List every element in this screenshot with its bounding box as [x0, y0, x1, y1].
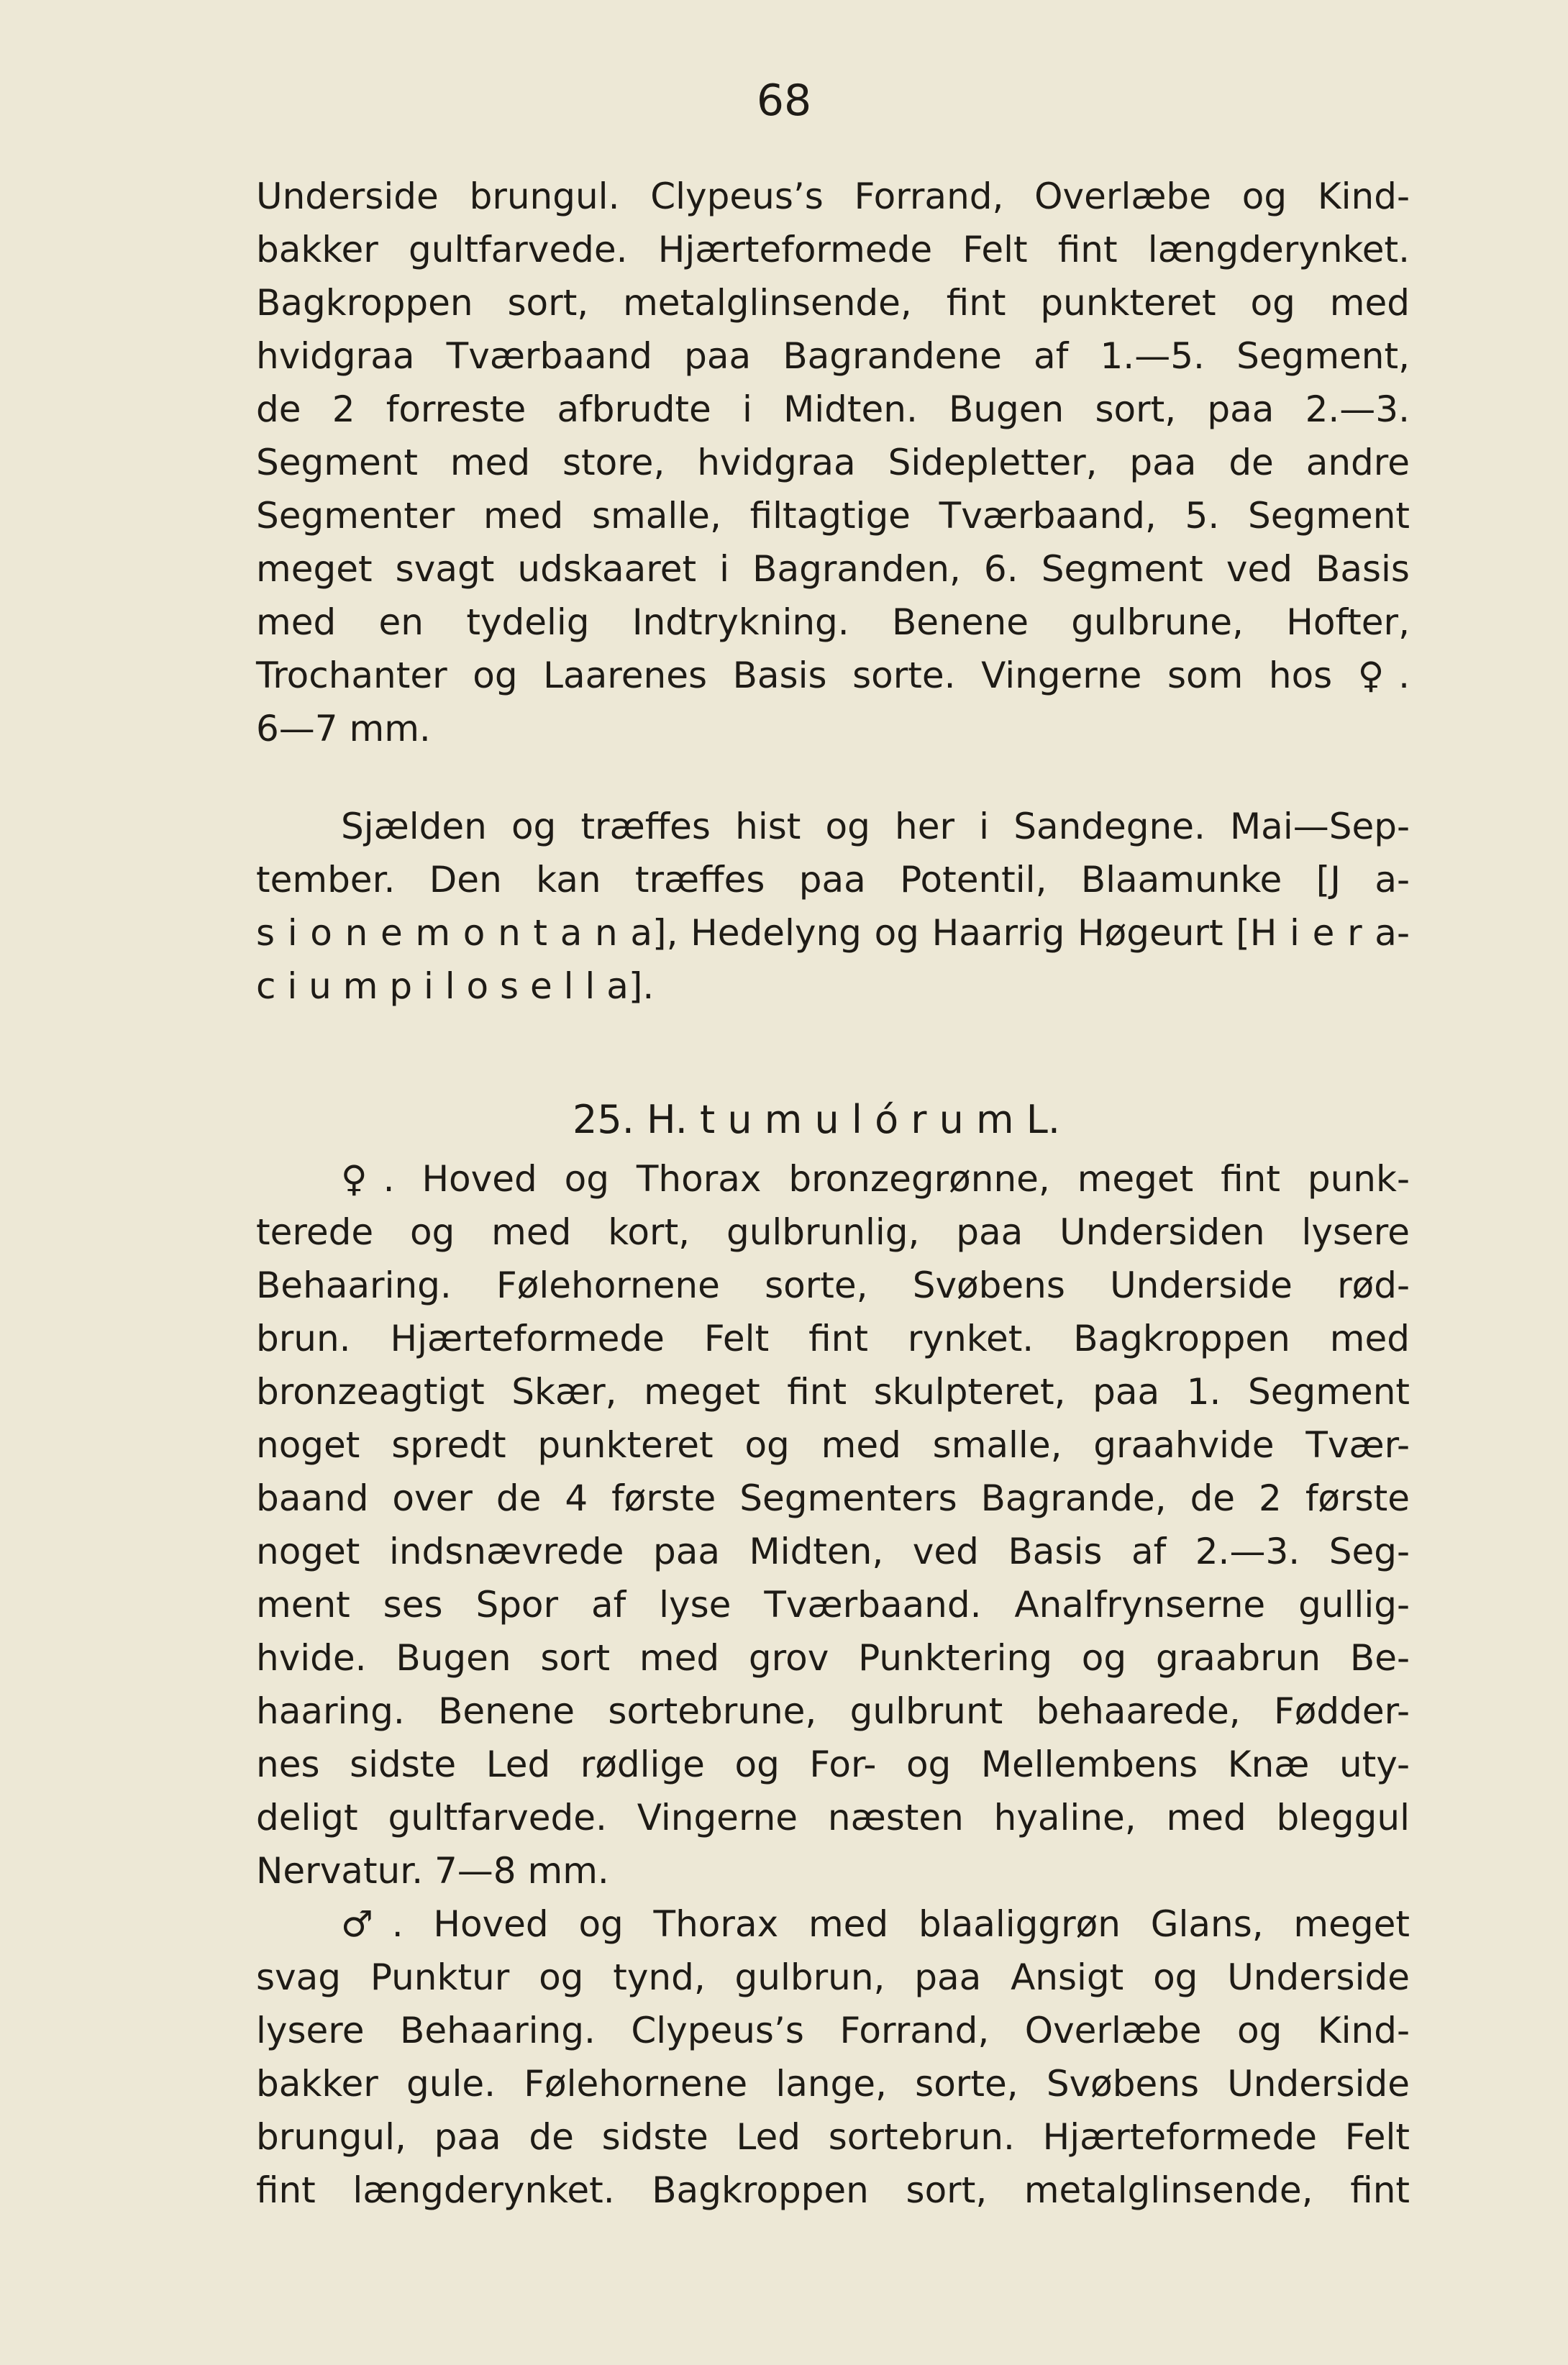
text-line: lysere Behaaring. Clypeus’s Forrand, Overlæbe og Kind-	[256, 2010, 1410, 2051]
text-line: baand over de 4 første Segmenters Bagrande, de 2 første	[256, 1477, 1410, 1519]
text-line: bronzeagtigt Skær, meget fint skulpteret, paa 1. Segment	[256, 1371, 1410, 1413]
text-line: de 2 forreste afbrudte i Midten. Bugen sort, paa 2.—3.	[256, 388, 1410, 430]
text-line: c i u m p i l o s e l l a].	[256, 965, 655, 1007]
text-line: brungul, paa de sidste Led sortebrun. Hjærteformede Felt	[256, 2116, 1410, 2158]
text-line: bakker gule. Følehornene lange, sorte, Svøbens Underside	[256, 2063, 1410, 2105]
text-line: brun. Hjærteformede Felt fint rynket. Bagkroppen med	[256, 1318, 1410, 1359]
text-line: Trochanter og Laarenes Basis sorte. Vingerne som hos ♀.	[256, 655, 1410, 696]
text-line: hvidgraa Tværbaand paa Bagrandene af 1.—5. Segment,	[256, 335, 1410, 377]
text-line: Segment med store, hvidgraa Sidepletter, paa de andre	[256, 442, 1410, 483]
text-line: noget spredt punkteret og med smalle, graahvide Tvær-	[256, 1424, 1410, 1466]
species-heading: 25. H. t u m u l ó r u m L.	[573, 1097, 1061, 1142]
text-line: ♂. Hoved og Thorax med blaaliggrøn Glans, meget	[341, 1903, 1410, 1945]
text-column	[256, 170, 1410, 2217]
text-line: nes sidste Led rødlige og For- og Mellembens Knæ uty-	[256, 1744, 1410, 1785]
paragraph-male-description-end	[256, 170, 1410, 755]
text-line: Underside brungul. Clypeus’s Forrand, Overlæbe og Kind-	[256, 176, 1410, 217]
text-line: Nervatur. 7—8 mm.	[256, 1850, 609, 1892]
paragraph-male-description	[256, 1897, 1410, 2217]
text-line: 6—7 mm.	[256, 708, 431, 749]
text-line: deligt gultfarvede. Vingerne næsten hyaline, med bleggul	[256, 1797, 1410, 1838]
text-line: svag Punktur og tynd, gulbrun, paa Ansigt og Underside	[256, 1956, 1410, 1998]
text-line: fint længderynket. Bagkroppen sort, metalglinsende, fint	[256, 2169, 1410, 2211]
text-line: bakker gultfarvede. Hjærteformede Felt fint længderynket.	[256, 229, 1410, 270]
text-line: s i o n e m o n t a n a], Hedelyng og Haarrig Høgeurt [H i e r a-	[256, 912, 1410, 954]
text-line: Segmenter med smalle, filtagtige Tværbaand, 5. Segment	[256, 495, 1410, 537]
text-line: meget svagt udskaaret i Bagranden, 6. Segment ved Basis	[256, 548, 1410, 590]
text-line: noget indsnævrede paa Midten, ved Basis af 2.—3. Seg-	[256, 1531, 1410, 1572]
text-line: terede og med kort, gulbrunlig, paa Undersiden lysere	[256, 1211, 1410, 1253]
text-line: Behaaring. Følehornene sorte, Svøbens Underside rød-	[256, 1264, 1410, 1306]
text-line: hvide. Bugen sort med grov Punktering og graabrun Be-	[256, 1637, 1410, 1679]
paragraph-gap	[256, 755, 1410, 800]
text-line: tember. Den kan træffes paa Potentil, Blaamunke [J a-	[256, 859, 1410, 901]
text-line: Bagkroppen sort, metalglinsende, fint punkteret og med	[256, 282, 1410, 324]
page-number: 68	[756, 76, 812, 126]
section-gap	[256, 1013, 1410, 1088]
text-line: ♀. Hoved og Thorax bronzegrønne, meget fint punk-	[341, 1158, 1410, 1200]
paragraph-female-description	[256, 1152, 1410, 1897]
text-line: haaring. Benene sortebrune, gulbrunt behaarede, Fødder-	[256, 1690, 1410, 1732]
text-line: ment ses Spor af lyse Tværbaand. Analfrynserne gullig-	[256, 1584, 1410, 1626]
text-line: Sjælden og træffes hist og her i Sandegne. Mai—Sep-	[341, 806, 1410, 847]
paragraph-occurrence	[256, 800, 1410, 1013]
text-line: med en tydelig Indtrykning. Benene gulbrune, Hofter,	[256, 601, 1410, 643]
